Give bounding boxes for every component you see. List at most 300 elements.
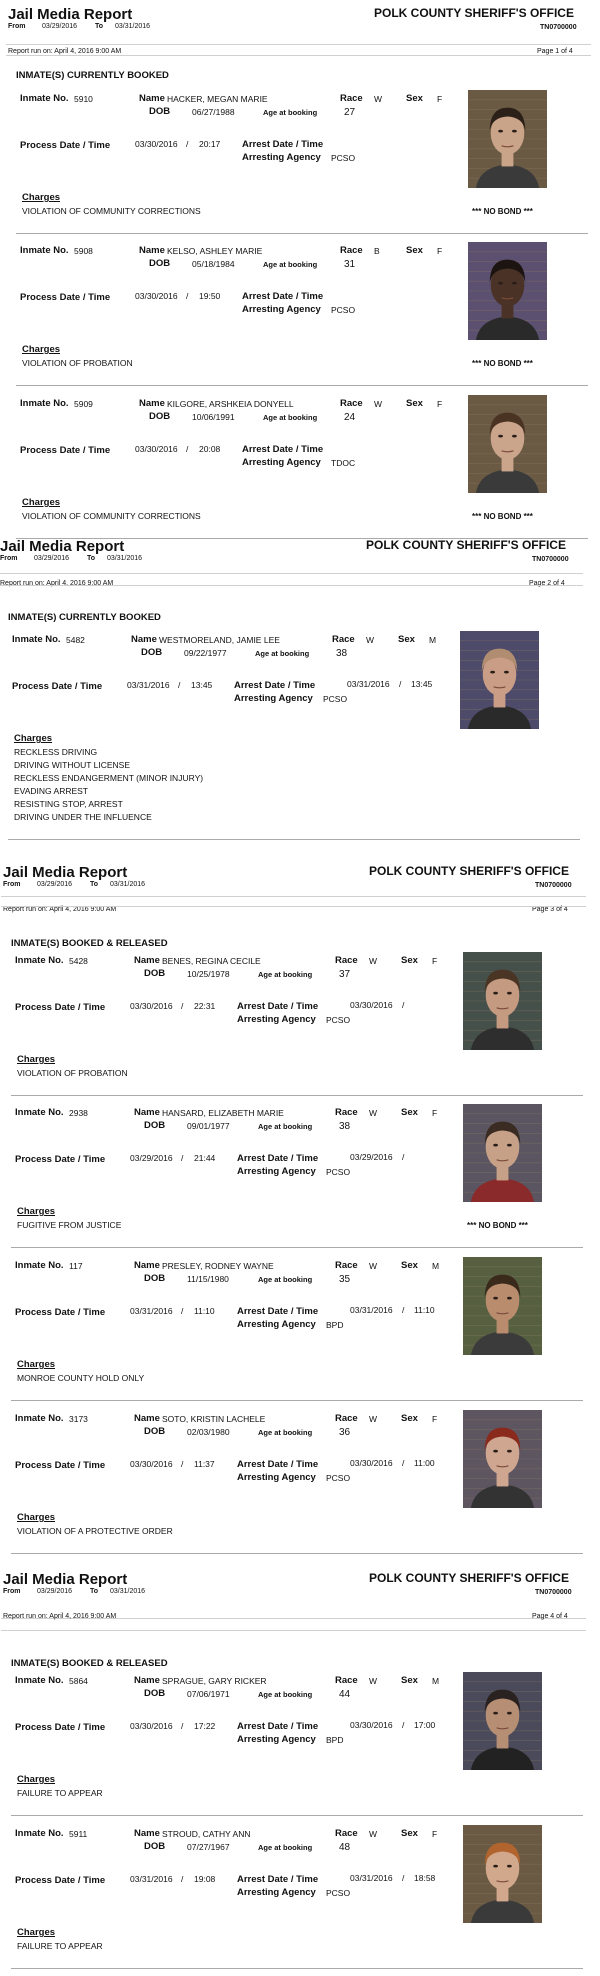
mugshot-photo	[463, 1672, 542, 1770]
name-label: Name	[134, 955, 160, 966]
name-label: Name	[134, 1413, 160, 1424]
dob-value: 10/06/1991	[192, 412, 235, 422]
dob-label: DOB	[144, 1841, 166, 1852]
name-value: WESTMORELAND, JAMIE LEE	[159, 635, 280, 645]
name-label: Name	[134, 1828, 160, 1839]
age-at-booking-label: Age at booking	[258, 1275, 313, 1284]
inmate-no-label: Inmate No.	[15, 1828, 64, 1839]
process-label: Process Date / Time	[20, 140, 111, 151]
arrest-date: 03/31/2016	[350, 1305, 393, 1315]
age-value: 35	[339, 1274, 351, 1285]
arrest-label: Arrest Date / Time	[237, 1721, 319, 1732]
inmate-no-value: 2938	[69, 1108, 88, 1118]
arrest-time: 11:10	[414, 1305, 435, 1315]
record-divider	[11, 1095, 583, 1096]
ori-code: TN0700000	[532, 556, 569, 563]
process-slash: /	[181, 1721, 184, 1731]
page-number: Page 2 of 4	[529, 580, 565, 587]
process-time: 20:08	[199, 444, 221, 454]
agency-value: TDOC	[331, 458, 356, 468]
header-divider	[6, 55, 591, 56]
name-value: SPRAGUE, GARY RICKER	[162, 1676, 267, 1686]
process-label: Process Date / Time	[20, 292, 111, 303]
arrest-date: 03/29/2016	[350, 1152, 393, 1162]
name-value: STROUD, CATHY ANN	[162, 1829, 251, 1839]
dob-label: DOB	[141, 647, 163, 658]
record-divider	[11, 1968, 583, 1969]
charge-item: FUGITIVE FROM JUSTICE	[17, 1220, 122, 1230]
process-date: 03/30/2016	[135, 139, 178, 149]
process-time: 13:45	[191, 680, 213, 690]
process-slash: /	[178, 680, 181, 690]
race-label: Race	[340, 245, 363, 256]
name-label: Name	[139, 245, 165, 256]
inmate-no-label: Inmate No.	[15, 1107, 64, 1118]
name-label: Name	[134, 1260, 160, 1271]
arrest-label: Arrest Date / Time	[237, 1001, 319, 1012]
sex-label: Sex	[398, 634, 415, 645]
page-number: Page 1 of 4	[537, 48, 573, 55]
race-label: Race	[335, 955, 358, 966]
sex-label: Sex	[401, 1413, 418, 1424]
age-value: 38	[336, 648, 348, 659]
from-date: 03/29/2016	[34, 555, 70, 562]
to-date: 03/31/2016	[110, 1588, 146, 1595]
process-slash: /	[181, 1874, 184, 1884]
dob-value: 02/03/1980	[187, 1427, 230, 1437]
arrest-date: 03/30/2016	[350, 1000, 393, 1010]
arrest-time: 18:58	[414, 1873, 436, 1883]
bond-status: *** NO BOND ***	[472, 359, 533, 368]
charge-item: EVADING ARREST	[14, 786, 88, 796]
dob-label: DOB	[149, 106, 171, 117]
bond-status: *** NO BOND ***	[467, 1221, 528, 1230]
process-time: 19:08	[194, 1874, 216, 1884]
sex-value: F	[437, 94, 443, 104]
process-slash: /	[181, 1459, 184, 1469]
age-at-booking-label: Age at booking	[263, 108, 318, 117]
agency-title: POLK COUNTY SHERIFF'S OFFICE	[369, 1571, 569, 1585]
from-date: 03/29/2016	[42, 23, 78, 30]
to-label: To	[95, 23, 104, 30]
sex-value: M	[429, 635, 437, 645]
arrest-time: 11:00	[414, 1458, 435, 1468]
arrest-slash: /	[402, 1720, 405, 1730]
charge-item: VIOLATION OF PROBATION	[17, 1068, 128, 1078]
header-divider	[1, 1630, 586, 1631]
process-date: 03/30/2016	[130, 1721, 173, 1731]
agency-label: Arresting Agency	[242, 457, 321, 468]
name-value: PRESLEY, RODNEY WAYNE	[162, 1261, 274, 1271]
bond-status: *** NO BOND ***	[472, 207, 533, 216]
charge-item: MONROE COUNTY HOLD ONLY	[17, 1373, 145, 1383]
process-time: 20:17	[199, 139, 221, 149]
dob-label: DOB	[144, 1120, 166, 1131]
inmate-no-label: Inmate No.	[15, 1413, 64, 1424]
arrest-date: 03/31/2016	[350, 1873, 393, 1883]
dob-label: DOB	[149, 258, 171, 269]
name-value: HACKER, MEGAN MARIE	[167, 94, 268, 104]
arrest-label: Arrest Date / Time	[237, 1874, 319, 1885]
mugshot-photo	[463, 952, 542, 1050]
agency-label: Arresting Agency	[234, 693, 313, 704]
agency-label: Arresting Agency	[237, 1166, 316, 1177]
race-value: B	[374, 246, 380, 256]
section-heading: INMATE(S) CURRENTLY BOOKED	[8, 612, 161, 623]
record-divider	[11, 1247, 583, 1248]
process-time: 21:44	[194, 1153, 216, 1163]
agency-value: PCSO	[326, 1473, 351, 1483]
dob-value: 09/22/1977	[184, 648, 227, 658]
dob-value: 11/15/1980	[187, 1274, 229, 1284]
process-label: Process Date / Time	[15, 1154, 106, 1165]
charge-item: RECKLESS ENDANGERMENT (MINOR INJURY)	[14, 773, 204, 783]
process-label: Process Date / Time	[20, 445, 111, 456]
inmate-no-value: 5909	[74, 399, 93, 409]
process-date: 03/29/2016	[130, 1153, 173, 1163]
section-heading: INMATE(S) BOOKED & RELEASED	[11, 1658, 168, 1669]
to-label: To	[90, 881, 99, 888]
arrest-label: Arrest Date / Time	[234, 680, 316, 691]
agency-label: Arresting Agency	[242, 152, 321, 163]
name-value: BENES, REGINA CECILE	[162, 956, 261, 966]
age-value: 24	[344, 412, 356, 423]
agency-label: Arresting Agency	[237, 1734, 316, 1745]
sex-value: F	[432, 1829, 438, 1839]
agency-title: POLK COUNTY SHERIFF'S OFFICE	[374, 6, 574, 20]
inmate-no-value: 5428	[69, 956, 88, 966]
charge-item: VIOLATION OF COMMUNITY CORRECTIONS	[22, 511, 201, 521]
race-value: W	[369, 1261, 378, 1271]
charge-item: RECKLESS DRIVING	[14, 747, 98, 757]
process-label: Process Date / Time	[15, 1875, 106, 1886]
process-date: 03/30/2016	[130, 1459, 173, 1469]
age-at-booking-label: Age at booking	[258, 1843, 313, 1852]
age-value: 27	[344, 107, 356, 118]
arrest-date: 03/30/2016	[350, 1720, 393, 1730]
header-divider	[0, 573, 583, 574]
charges-label: Charges	[14, 733, 53, 744]
race-label: Race	[335, 1260, 358, 1271]
race-value: W	[369, 1108, 378, 1118]
race-label: Race	[335, 1413, 358, 1424]
sex-value: F	[432, 1108, 438, 1118]
sex-label: Sex	[401, 1260, 418, 1271]
mugshot-photo	[463, 1257, 542, 1355]
charge-item: FAILURE TO APPEAR	[17, 1788, 103, 1798]
agency-label: Arresting Agency	[237, 1319, 316, 1330]
dob-value: 06/27/1988	[192, 107, 235, 117]
to-label: To	[90, 1588, 99, 1595]
arrest-slash: /	[402, 1458, 405, 1468]
dob-value: 05/18/1984	[192, 259, 235, 269]
record-divider	[16, 233, 588, 234]
dob-label: DOB	[144, 1273, 166, 1284]
charge-item: VIOLATION OF COMMUNITY CORRECTIONS	[22, 206, 201, 216]
race-value: W	[374, 94, 383, 104]
from-label: From	[8, 23, 26, 30]
sex-value: M	[432, 1676, 440, 1686]
from-label: From	[0, 555, 18, 562]
process-slash: /	[186, 444, 189, 454]
process-time: 22:31	[194, 1001, 216, 1011]
inmate-no-value: 117	[69, 1261, 83, 1271]
name-value: SOTO, KRISTIN LACHELE	[162, 1414, 266, 1424]
ori-code: TN0700000	[540, 24, 577, 31]
record-divider	[11, 1400, 583, 1401]
race-value: W	[369, 956, 378, 966]
ori-code: TN0700000	[535, 1589, 572, 1596]
race-value: W	[374, 399, 383, 409]
age-at-booking-label: Age at booking	[255, 649, 310, 658]
name-value: KELSO, ASHLEY MARIE	[167, 246, 263, 256]
inmate-no-label: Inmate No.	[12, 634, 61, 645]
to-date: 03/31/2016	[115, 23, 151, 30]
process-time: 19:50	[199, 291, 221, 301]
dob-value: 07/27/1967	[187, 1842, 230, 1852]
record-divider	[16, 538, 588, 539]
sex-value: F	[437, 399, 443, 409]
agency-label: Arresting Agency	[237, 1014, 316, 1025]
charges-label: Charges	[17, 1512, 56, 1523]
ori-code: TN0700000	[535, 882, 572, 889]
mugshot-photo	[468, 395, 547, 493]
arrest-slash: /	[402, 1000, 405, 1010]
charges-label: Charges	[17, 1927, 56, 1938]
process-label: Process Date / Time	[15, 1722, 106, 1733]
charge-item: FAILURE TO APPEAR	[17, 1941, 103, 1951]
age-at-booking-label: Age at booking	[258, 1690, 313, 1699]
race-label: Race	[335, 1675, 358, 1686]
page-number: Page 4 of 4	[532, 1613, 568, 1620]
dob-value: 07/06/1971	[187, 1689, 230, 1699]
age-value: 44	[339, 1689, 351, 1700]
to-label: To	[87, 555, 96, 562]
process-slash: /	[181, 1001, 184, 1011]
race-label: Race	[332, 634, 355, 645]
sex-label: Sex	[406, 245, 423, 256]
name-label: Name	[131, 634, 157, 645]
agency-label: Arresting Agency	[237, 1472, 316, 1483]
process-date: 03/30/2016	[130, 1001, 173, 1011]
sex-label: Sex	[401, 1675, 418, 1686]
sex-value: F	[432, 1414, 438, 1424]
process-date: 03/30/2016	[135, 444, 178, 454]
process-label: Process Date / Time	[12, 681, 103, 692]
name-value: HANSARD, ELIZABETH MARIE	[162, 1108, 284, 1118]
charge-item: VIOLATION OF A PROTECTIVE ORDER	[17, 1526, 173, 1536]
inmate-no-value: 5910	[74, 94, 93, 104]
process-slash: /	[186, 291, 189, 301]
arrest-date: 03/30/2016	[350, 1458, 393, 1468]
name-label: Name	[134, 1675, 160, 1686]
agency-title: POLK COUNTY SHERIFF'S OFFICE	[366, 538, 566, 552]
to-date: 03/31/2016	[110, 881, 146, 888]
agency-value: BPD	[326, 1320, 344, 1330]
dob-label: DOB	[144, 968, 166, 979]
to-date: 03/31/2016	[107, 555, 143, 562]
process-label: Process Date / Time	[15, 1002, 106, 1013]
charges-label: Charges	[17, 1206, 56, 1217]
record-divider	[11, 1815, 583, 1816]
dob-value: 09/01/1977	[187, 1121, 230, 1131]
race-value: W	[369, 1414, 378, 1424]
process-time: 17:22	[194, 1721, 216, 1731]
header-divider	[1, 896, 586, 897]
charge-item: DRIVING WITHOUT LICENSE	[14, 760, 131, 770]
report-title: Jail Media Report	[3, 1571, 128, 1588]
mugshot-photo	[463, 1825, 542, 1923]
inmate-no-label: Inmate No.	[20, 398, 69, 409]
age-value: 36	[339, 1427, 351, 1438]
record-divider	[8, 839, 580, 840]
header-divider	[6, 44, 591, 45]
inmate-no-label: Inmate No.	[20, 93, 69, 104]
from-date: 03/29/2016	[37, 1588, 73, 1595]
charges-label: Charges	[22, 344, 61, 355]
age-at-booking-label: Age at booking	[258, 970, 313, 979]
run-date: Report run on: April 4, 2016 9:00 AM	[3, 1613, 117, 1620]
process-time: 11:10	[194, 1306, 215, 1316]
from-label: From	[3, 881, 21, 888]
report-title: Jail Media Report	[3, 864, 128, 881]
agency-value: PCSO	[331, 305, 356, 315]
process-date: 03/31/2016	[130, 1306, 173, 1316]
dob-label: DOB	[144, 1688, 166, 1699]
arrest-slash: /	[399, 679, 402, 689]
run-date: Report run on: April 4, 2016 9:00 AM	[8, 48, 122, 55]
sex-label: Sex	[406, 398, 423, 409]
age-at-booking-label: Age at booking	[258, 1122, 313, 1131]
age-value: 48	[339, 1842, 351, 1853]
section-heading: INMATE(S) CURRENTLY BOOKED	[16, 70, 169, 81]
arrest-label: Arrest Date / Time	[242, 291, 324, 302]
charges-label: Charges	[17, 1774, 56, 1785]
inmate-no-label: Inmate No.	[15, 1675, 64, 1686]
from-date: 03/29/2016	[37, 881, 73, 888]
report-title: Jail Media Report	[8, 6, 133, 23]
dob-value: 10/25/1978	[187, 969, 230, 979]
name-label: Name	[139, 398, 165, 409]
arrest-slash: /	[402, 1873, 405, 1883]
inmate-no-label: Inmate No.	[15, 1260, 64, 1271]
name-label: Name	[134, 1107, 160, 1118]
charges-label: Charges	[17, 1359, 56, 1370]
sex-label: Sex	[401, 1107, 418, 1118]
inmate-no-value: 5911	[69, 1829, 88, 1839]
agency-value: PCSO	[326, 1015, 351, 1025]
age-value: 31	[344, 259, 356, 270]
age-at-booking-label: Age at booking	[263, 260, 318, 269]
age-at-booking-label: Age at booking	[263, 413, 318, 422]
record-divider	[11, 1553, 583, 1554]
arrest-date: 03/31/2016	[347, 679, 390, 689]
inmate-no-value: 3173	[69, 1414, 88, 1424]
header-divider	[0, 585, 583, 586]
inmate-no-value: 5908	[74, 246, 93, 256]
page-number: Page 3 of 4	[532, 906, 568, 913]
from-label: From	[3, 1588, 21, 1595]
arrest-slash: /	[402, 1152, 405, 1162]
charges-label: Charges	[22, 192, 61, 203]
agency-value: BPD	[326, 1735, 344, 1745]
header-divider	[1, 906, 586, 907]
age-value: 37	[339, 969, 351, 980]
mugshot-photo	[468, 90, 547, 188]
process-date: 03/31/2016	[130, 1874, 173, 1884]
mugshot-photo	[460, 631, 539, 729]
sex-value: F	[437, 246, 443, 256]
process-label: Process Date / Time	[15, 1460, 106, 1471]
process-date: 03/31/2016	[127, 680, 170, 690]
arrest-time: 13:45	[411, 679, 433, 689]
race-label: Race	[335, 1107, 358, 1118]
race-value: W	[366, 635, 375, 645]
charge-item: DRIVING UNDER THE INFLUENCE	[14, 812, 152, 822]
race-value: W	[369, 1676, 378, 1686]
arrest-label: Arrest Date / Time	[242, 444, 324, 455]
race-label: Race	[340, 398, 363, 409]
report-title: Jail Media Report	[0, 538, 125, 555]
arrest-label: Arrest Date / Time	[237, 1153, 319, 1164]
bond-status: *** NO BOND ***	[472, 512, 533, 521]
sex-label: Sex	[406, 93, 423, 104]
agency-value: PCSO	[326, 1888, 351, 1898]
sex-value: F	[432, 956, 438, 966]
race-value: W	[369, 1829, 378, 1839]
process-slash: /	[186, 139, 189, 149]
agency-label: Arresting Agency	[237, 1887, 316, 1898]
charge-item: VIOLATION OF PROBATION	[22, 358, 133, 368]
agency-value: PCSO	[326, 1167, 351, 1177]
age-value: 38	[339, 1121, 351, 1132]
sex-label: Sex	[401, 955, 418, 966]
arrest-label: Arrest Date / Time	[237, 1459, 319, 1470]
process-slash: /	[181, 1153, 184, 1163]
dob-label: DOB	[149, 411, 171, 422]
mugshot-photo	[463, 1410, 542, 1508]
arrest-slash: /	[402, 1305, 405, 1315]
section-heading: INMATE(S) BOOKED & RELEASED	[11, 938, 168, 949]
name-value: KILGORE, ARSHKEIA DONYELL	[167, 399, 294, 409]
charges-label: Charges	[22, 497, 61, 508]
sex-value: M	[432, 1261, 440, 1271]
agency-value: PCSO	[323, 694, 348, 704]
process-label: Process Date / Time	[15, 1307, 106, 1318]
charges-label: Charges	[17, 1054, 56, 1065]
arrest-label: Arrest Date / Time	[237, 1306, 319, 1317]
charge-item: RESISTING STOP, ARREST	[14, 799, 123, 809]
process-slash: /	[181, 1306, 184, 1316]
inmate-no-label: Inmate No.	[20, 245, 69, 256]
race-label: Race	[335, 1828, 358, 1839]
race-label: Race	[340, 93, 363, 104]
agency-value: PCSO	[331, 153, 356, 163]
dob-label: DOB	[144, 1426, 166, 1437]
process-date: 03/30/2016	[135, 291, 178, 301]
name-label: Name	[139, 93, 165, 104]
process-time: 11:37	[194, 1459, 215, 1469]
agency-label: Arresting Agency	[242, 304, 321, 315]
run-date: Report run on: April 4, 2016 9:00 AM	[3, 906, 117, 913]
inmate-no-value: 5482	[66, 635, 85, 645]
mugshot-photo	[463, 1104, 542, 1202]
inmate-no-value: 5864	[69, 1676, 88, 1686]
record-divider	[16, 385, 588, 386]
run-date: Report run on: April 4, 2016 9:00 AM	[0, 580, 114, 587]
arrest-time: 17:00	[414, 1720, 436, 1730]
arrest-label: Arrest Date / Time	[242, 139, 324, 150]
